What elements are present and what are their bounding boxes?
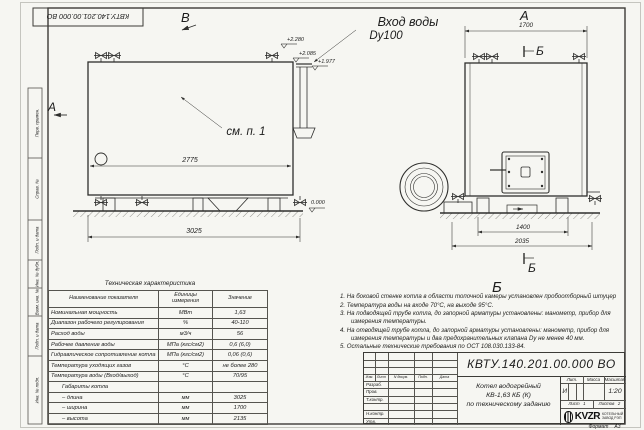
title-block-doc-number: КВТУ.140.201.00.000 ВО bbox=[457, 353, 626, 377]
section-b-mark-bottom bbox=[524, 253, 536, 275]
param-name: Температура уходящих газов bbox=[49, 360, 159, 371]
param-units: м3/ч bbox=[159, 329, 213, 340]
divider bbox=[414, 353, 415, 425]
tech-table-title: Техническая характеристика bbox=[104, 280, 196, 287]
note-item: 5. Остальные технические требования по ОСТ 108.030.133-84. bbox=[340, 343, 526, 351]
role-tkontr: Т.контр. bbox=[366, 396, 384, 402]
elevation-value: 0.000 bbox=[311, 200, 325, 206]
table-row bbox=[49, 371, 268, 382]
param-units: мм bbox=[159, 403, 213, 414]
frame-label: Инв. № дубл. bbox=[34, 260, 40, 288]
section-b-top-label: Б bbox=[536, 44, 544, 58]
see-note-label: см. п. 1 bbox=[226, 126, 266, 138]
title-block bbox=[363, 352, 625, 424]
sheets-value: 2 bbox=[617, 401, 621, 406]
sheets-label: Листов bbox=[598, 401, 615, 406]
view-b-label: В bbox=[181, 10, 190, 25]
ground-hatch-left bbox=[73, 211, 303, 217]
param-value: 70/95 bbox=[213, 371, 268, 382]
note-item: 2. Температура воды на входе 70°С, на выходе 95°С. bbox=[340, 301, 494, 309]
note-item: 1. На боковой стенке котла в области топочной камеры установлен пробоотборный штуцер bbox=[340, 293, 617, 300]
param-name: Температура воды (Вход/выход) bbox=[49, 371, 159, 382]
table-header-row bbox=[49, 291, 268, 308]
table-row bbox=[49, 360, 268, 371]
role-razrab: Разраб. bbox=[366, 382, 382, 387]
table-row bbox=[49, 339, 268, 350]
fan-blower bbox=[400, 163, 472, 213]
table-row bbox=[49, 318, 268, 329]
frame-label: Подп. и дата bbox=[34, 322, 40, 350]
change-col-podp: Подп. bbox=[418, 375, 428, 379]
param-units: МПа (кгс/см2) bbox=[159, 350, 213, 361]
table-row bbox=[49, 308, 268, 319]
elevation-value: +2.085 bbox=[299, 51, 316, 57]
divider bbox=[576, 383, 577, 400]
param-units: МВт bbox=[159, 308, 213, 319]
frame-label: Перв. примен. bbox=[34, 108, 40, 138]
logo-sub-line: ЗАВОД РЭП bbox=[601, 415, 622, 420]
notes-list bbox=[340, 293, 632, 352]
table-row bbox=[49, 350, 268, 361]
change-col-docnum: N докум. bbox=[393, 375, 409, 379]
frame-label: Справ. № bbox=[34, 179, 40, 199]
frame-label: Взам. инв. № bbox=[34, 288, 40, 316]
param-name: Габариты котла bbox=[49, 382, 159, 393]
inlet-label-line1: Вход воды bbox=[377, 15, 439, 29]
dim-2035: 2035 bbox=[514, 238, 530, 245]
logo-sub-line: КОТЕЛЬНЫЙ bbox=[601, 411, 624, 416]
ground-hatch-right bbox=[440, 213, 600, 219]
param-value: 0,6 (6,0) bbox=[213, 339, 268, 350]
change-col-list: Лист bbox=[376, 375, 387, 379]
company-logo bbox=[561, 408, 626, 425]
logo-emblem-icon bbox=[564, 411, 573, 423]
lit-header: Лит. bbox=[566, 377, 578, 382]
table-row bbox=[49, 392, 268, 403]
top-stamp bbox=[33, 8, 143, 26]
scale-value: 1:20 bbox=[608, 388, 622, 395]
param-units: МПа (кгс/см2) bbox=[159, 339, 213, 350]
divider bbox=[364, 367, 457, 368]
param-units bbox=[159, 382, 213, 393]
section-b-title: Б bbox=[492, 279, 502, 296]
divider bbox=[364, 360, 457, 361]
sheet-label: Лист bbox=[568, 401, 580, 406]
section-b-bottom-label: Б bbox=[528, 261, 536, 275]
role-nkontr: Н.контр. bbox=[366, 411, 385, 417]
role-empty bbox=[364, 403, 390, 410]
format-label: Формат bbox=[588, 424, 609, 430]
lit-value: И bbox=[562, 388, 567, 395]
view-a-marker-label: А bbox=[48, 100, 57, 114]
front-view-dimensions-bottom bbox=[452, 217, 592, 250]
elevation-value: +1.977 bbox=[318, 59, 335, 65]
param-units: % bbox=[159, 318, 213, 329]
view-a-label: А bbox=[520, 8, 529, 23]
param-value: 1,63 bbox=[213, 308, 268, 319]
change-col-data: Дата bbox=[439, 375, 450, 379]
param-units: мм bbox=[159, 392, 213, 403]
param-value: не более 280 bbox=[213, 360, 268, 371]
param-name: Номинальная мощность bbox=[49, 308, 159, 319]
note-item: 3. На подводящей трубе котла, до запорной арматуры установлены: манометр, прибор для измерения температуры. bbox=[340, 310, 611, 326]
param-value: 2135 bbox=[213, 413, 268, 424]
param-name: Рабочее давление воды bbox=[49, 339, 159, 350]
param-name: – ширина bbox=[49, 403, 159, 414]
param-value bbox=[213, 382, 268, 393]
format-note bbox=[577, 424, 632, 430]
product-line: КВ-1,63 КБ (К) bbox=[486, 391, 531, 399]
param-value: 3025 bbox=[213, 392, 268, 403]
scale-header: Масштаб bbox=[604, 377, 626, 382]
param-units: мм bbox=[159, 413, 213, 424]
col-header-name: Наименование показателя bbox=[49, 291, 159, 308]
table-row bbox=[49, 329, 268, 340]
param-value: 56 bbox=[213, 329, 268, 340]
role-prov: Пров. bbox=[366, 389, 378, 395]
param-units: °С bbox=[159, 360, 213, 371]
param-value: 0,06 (0,6) bbox=[213, 350, 268, 361]
dim-2775: 2775 bbox=[182, 157, 198, 164]
inlet-label-line2: Dy100 bbox=[369, 30, 403, 42]
sheet-value: 1 bbox=[583, 401, 586, 406]
table-row bbox=[49, 413, 268, 424]
side-view-valves bbox=[94, 53, 307, 206]
param-name: Гидравлическое сопротивление котла bbox=[49, 350, 159, 361]
elevation-marks bbox=[281, 37, 336, 212]
change-col-izm: Изм. bbox=[365, 375, 374, 379]
note-item: 4. На отводящей трубе котла, до запорной арматуры установлены: манометр, прибор для измерения температуры и два предохранительных клапана Dу не менее 40 мм. bbox=[340, 326, 610, 342]
frame-label: Подп. и дата bbox=[34, 226, 40, 254]
logo-text: KVZR bbox=[574, 411, 600, 422]
frame-label: Инв. № подл. bbox=[34, 376, 40, 404]
frame-left-column bbox=[28, 88, 42, 424]
boiler-side-view bbox=[88, 62, 315, 211]
sheet-cell bbox=[561, 400, 593, 408]
frame-left-labels bbox=[35, 109, 40, 404]
front-view-dimensions-top bbox=[465, 22, 587, 58]
param-units: °С bbox=[159, 371, 213, 382]
table-row bbox=[49, 403, 268, 414]
divider bbox=[432, 353, 433, 425]
product-line: по техническому заданию bbox=[466, 400, 551, 408]
param-name: – длина bbox=[49, 392, 159, 403]
role-utv: Утв. bbox=[366, 418, 376, 424]
tech-table bbox=[48, 290, 268, 425]
logo-subtext bbox=[602, 413, 623, 421]
dim-1700: 1700 bbox=[518, 22, 534, 29]
param-name: – высота bbox=[49, 413, 159, 424]
col-header-value: Значение bbox=[213, 291, 268, 308]
view-b-arrow-icon bbox=[182, 25, 196, 30]
furnace-door bbox=[490, 152, 549, 193]
param-name: Диапазон рабочего регулирования bbox=[49, 318, 159, 329]
boiler-front-view bbox=[465, 63, 600, 213]
dim-3025: 3025 bbox=[186, 228, 202, 235]
front-view-valves bbox=[451, 54, 602, 206]
param-value: 40-110 bbox=[213, 318, 268, 329]
product-line: Котел водогрейный bbox=[476, 383, 541, 390]
dim-1400: 1400 bbox=[515, 224, 531, 231]
param-name: Расход воды bbox=[49, 329, 159, 340]
inlet-callout bbox=[314, 15, 438, 62]
param-value: 1700 bbox=[213, 403, 268, 414]
elevation-value: +2.280 bbox=[287, 37, 304, 43]
top-stamp-doc-number: КВТУ.140.201.00.000 ВО bbox=[46, 12, 130, 22]
table-row bbox=[49, 382, 268, 393]
title-block-product bbox=[457, 376, 561, 425]
sheets-cell bbox=[593, 400, 626, 408]
mass-header: Масса bbox=[586, 377, 601, 382]
section-b-mark-top bbox=[524, 44, 544, 58]
col-header-units: Единицы измерения bbox=[159, 291, 213, 308]
divider bbox=[568, 383, 569, 400]
format-value: А3 bbox=[614, 424, 621, 430]
see-note-callout bbox=[181, 97, 266, 138]
